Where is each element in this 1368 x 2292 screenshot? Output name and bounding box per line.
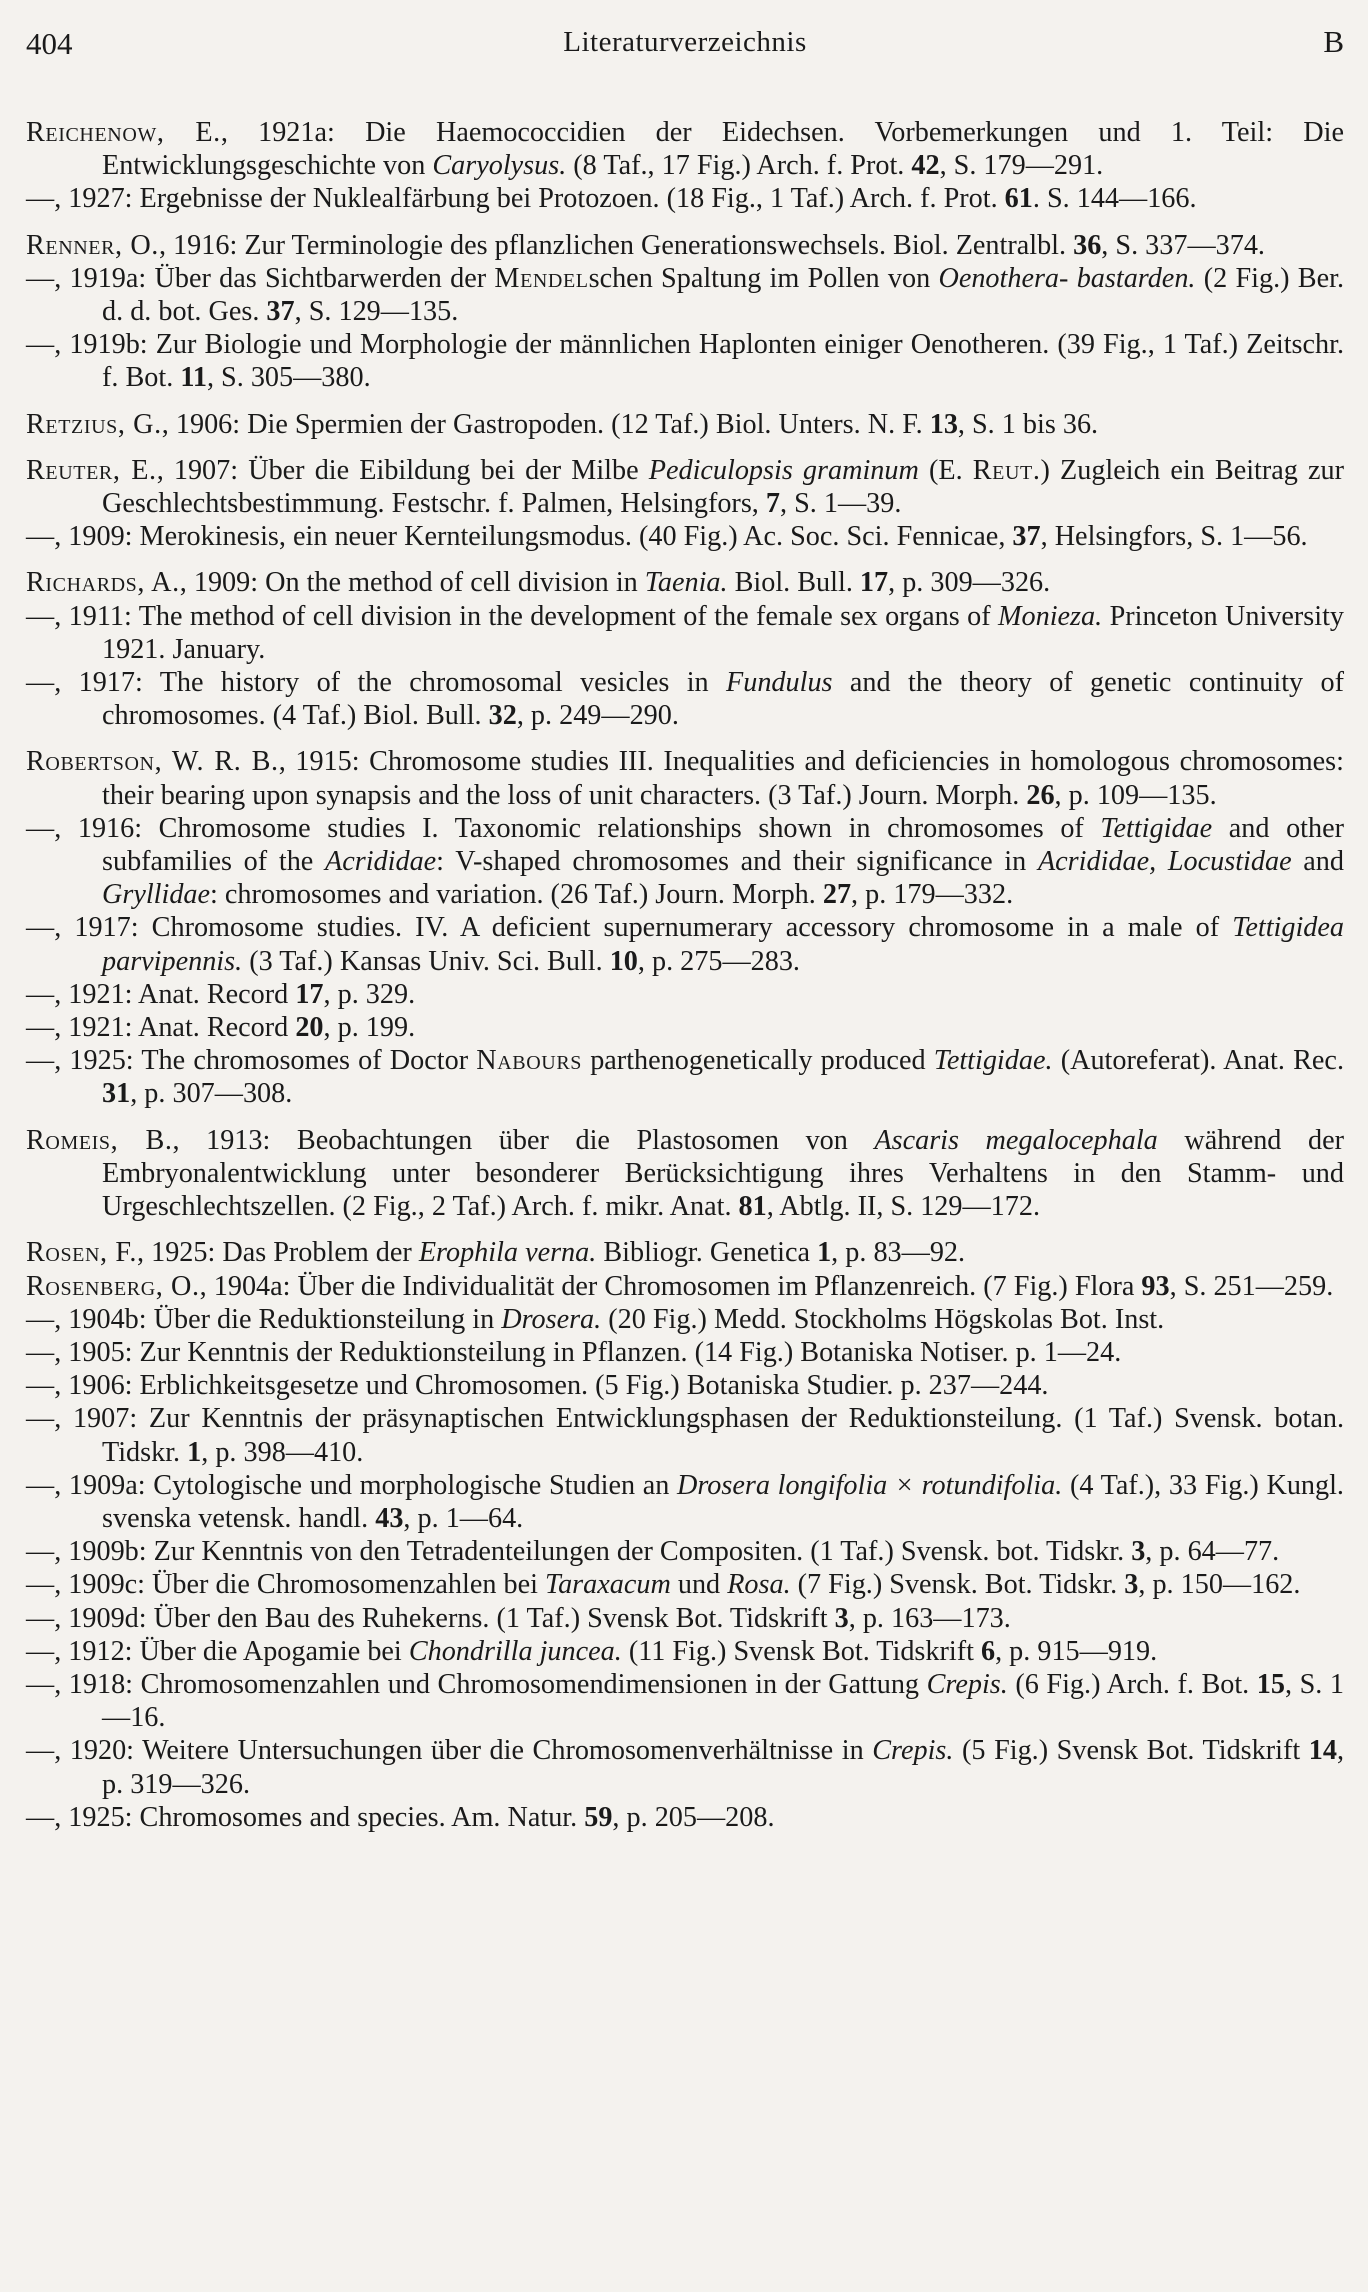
section-letter: B [1323,24,1344,59]
taxon-name: Drosera longifolia × rotundifolia. [677,1469,1063,1501]
volume-number: 59 [584,1801,613,1833]
volume-number: 36 [1073,229,1102,261]
entry-text: , 1913: Beobachtungen über die Plastosomen von [172,1124,875,1156]
volume-number: 93 [1141,1270,1170,1302]
volume-number: 26 [1026,779,1055,811]
entry-text: —, 1904b: Über die Reduktionsteilung in [26,1303,502,1335]
entry-text: Princeton University 1921. January. [102,600,1345,665]
taxon-name: Taenia. [644,567,728,599]
entry-text: , p. 915—919. [995,1635,1158,1667]
bibliography-entry [26,1801,1344,1834]
entry-text: , 1925: Das Problem der [137,1237,419,1269]
author-name: Renner, O. [26,229,159,261]
author-name: Richards, A. [26,567,180,599]
bibliography-entry [26,1236,1344,1269]
bibliography-entry [26,1336,1344,1369]
taxon-name: Crepis. [872,1735,954,1767]
entry-text: Bibliogr. Genetica [596,1237,818,1269]
taxon-name: Caryolysus. [432,150,567,182]
entry-text: , S. 1 bis 36. [957,408,1099,440]
entry-text: —, 1919a: Über das Sichtbarwerden der [26,262,495,294]
bibliography-entry [26,182,1344,215]
entry-text: —, 1909: Merokinesis, ein neuer Kernteilungsmodus. (40 Fig.) Ac. Soc. Sci. Fennicae, [26,521,1013,553]
entry-text: , p. 199. [323,1012,416,1044]
entry-text: —, 1925: Chromosomes and species. Am. Natur. [26,1801,585,1833]
entry-text: —, 1921: Anat. Record [26,978,296,1010]
running-head-title: Literaturverzeichnis [563,26,807,58]
entry-text: —, 1906: Erblichkeitsgesetze und Chromosomen. (5 Fig.) Botaniska Studier. p. 237—244. [26,1370,1049,1402]
volume-number: 3 [834,1602,849,1634]
entry-text: , 1915: Chromosome studies III. Inequalities and deficiencies in homologous chromosomes: their bearing upon synapsis and the loss of unit characters. (3 Taf.) Journ. Morph. [102,746,1344,811]
author-name: Robertson, W. R. B. [26,746,279,778]
taxon-name: Acrididae [325,846,437,878]
entry-text: Biol. Bull. [727,567,860,599]
entry-text: , S. 129—135. [294,296,459,328]
entry-text: ) Zugleich ein Beitrag zur Geschlechtsbestimmung. Festschr. f. Palmen, Helsingfors, [102,454,1345,520]
entry-text: —, 1927: Ergebnisse der Nuklealfärbung bei Protozoen. (18 Fig., 1 Taf.) Arch. f. Prot. [26,183,1005,215]
volume-number: 6 [980,1635,996,1667]
volume-number: 43 [375,1502,404,1534]
bibliography-entry [26,1402,1344,1468]
entry-text: , p. 329. [323,978,416,1010]
volume-number: 14 [1308,1735,1337,1767]
taxon-name: Acrididae, Locustidae [1037,846,1292,878]
entry-text: , p. 319—326. [102,1735,1344,1800]
taxon-name: Fundulus [726,667,833,699]
entry-text: und [670,1569,728,1601]
bibliography-entry [26,1303,1344,1336]
entry-text: , S. 1—16. [102,1668,1344,1734]
volume-number: 37 [266,296,295,328]
taxon-name: Crepis. [926,1668,1008,1700]
entry-text: , p. 83—92. [831,1237,966,1269]
volume-number: 20 [295,1012,324,1044]
bibliography-entry [26,229,1344,262]
bibliography-entry [26,262,1344,328]
bibliography-entry [26,812,1344,912]
entry-text: , 1907: Über die Eibildung bei der Milbe [156,454,649,486]
entry-text: (6 Fig.) Arch. f. Bot. [1007,1668,1257,1700]
bibliography-entry [26,911,1344,977]
bibliography-entry [26,1270,1344,1303]
entry-text: , 1906: Die Spermien der Gastropoden. (12 Taf.) Biol. Unters. N. F. [161,408,930,440]
entry-text: (E. [918,454,973,486]
entry-text: , p. 249—290. [516,700,679,732]
taxon-name: Chondrilla juncea. [408,1635,622,1667]
bibliography-entry [26,328,1344,394]
taxon-name: Taraxacum [545,1569,671,1601]
bibliography-entry [26,1124,1344,1224]
entry-text: and [1291,846,1344,878]
volume-number: 7 [765,488,780,520]
bibliography-entry [26,745,1344,811]
bibliography-entry [26,520,1344,553]
entry-text: and the theory of genetic continuity of chromosomes. (4 Taf.) Biol. Bull. [102,667,1344,732]
bibliography-entry [26,1635,1344,1668]
entry-text: , p. 109—135. [1054,779,1217,811]
entry-text: , Helsingfors, S. 1—56. [1040,521,1308,553]
bibliography-entry [26,566,1344,599]
bibliography-entry [26,600,1344,666]
entry-text: , p. 1—64. [403,1502,524,1534]
bibliography-entry [26,116,1344,182]
taxon-name: Tettigidea parvipennis. [102,912,1344,977]
bibliography-entry [26,1668,1344,1734]
entry-text: and other subfamilies of the [102,812,1344,878]
bibliography-entry [26,1602,1344,1635]
entry-text: : V-shaped chromosomes and their significance in [436,846,1038,878]
author-name: Nabours [476,1045,582,1077]
author-name: Romeis, B. [26,1124,173,1156]
entry-text: (11 Fig.) Svensk Bot. Tidskrift [621,1635,981,1667]
taxon-name: bastarden. [1076,262,1196,294]
author-name: Mendel [494,262,589,294]
entry-text: (2 Fig.) Ber. d. d. bot. Ges. [102,262,1344,328]
volume-number: 15 [1256,1668,1285,1700]
entry-text: , 1904a: Über die Individualität der Chromosomen im Pflanzenreich. (7 Fig.) Flora [199,1270,1142,1302]
entry-text: , S. 305—380. [206,362,371,394]
volume-number: 3 [1131,1536,1146,1568]
entry-text: —, 1911: The method of cell division in the development of the female sex organs of [26,600,999,632]
volume-number: 32 [488,700,517,732]
entry-text: —, 1920: Weitere Untersuchungen über die Chromosomenverhältnisse in [26,1735,873,1767]
entry-text: —, 1918: Chromosomenzahlen und Chromosomendimensionen in der Gattung [26,1668,927,1700]
entry-text: , S. 251—259. [1169,1270,1334,1302]
author-name: Retzius, G. [26,408,162,440]
bibliography-entry [26,408,1344,441]
taxon-name: Tettigidae. [933,1045,1053,1077]
taxon-name: Monieza. [998,600,1103,632]
entry-text: (8 Taf., 17 Fig.) Arch. f. Prot. [566,150,912,182]
author-name: Reichenow, E. [26,117,221,148]
taxon-name: Pediculopsis graminum [648,454,919,486]
entry-text: , 1916: Zur Terminologie des pflanzlichen Generationswechsels. Biol. Zentralbl. [158,229,1074,261]
entry-text [1068,263,1076,294]
page-number: 404 [26,26,73,61]
volume-number: 1 [187,1436,202,1468]
entry-text: , p. 205—208. [612,1801,775,1833]
entry-text: —, 1907: Zur Kenntnis der präsynaptischen Entwicklungsphasen der Reduktionsteilung. (1 Taf.) Svensk. botan. Tidskr. [26,1403,1344,1468]
bibliography-entry [26,978,1344,1011]
entry-text: —, 1909c: Über die Chromosomenzahlen bei [26,1569,545,1601]
entry-text: (5 Fig.) Svensk Bot. Tidskrift [953,1735,1309,1767]
entry-text: —, 1921: Anat. Record [26,1012,296,1044]
volume-number: 31 [102,1078,131,1110]
entry-text: , 1909: On the method of cell division in [179,567,645,599]
bibliography-entry [26,1535,1344,1568]
entry-text: —, 1909d: Über den Bau des Ruhekerns. (1 Taf.) Svensk Bot. Tidskrift [26,1602,835,1634]
entry-text: , p. 275—283. [637,945,800,977]
entry-text: , Abtlg. II, S. 129—172. [766,1191,1041,1223]
entry-text: , p. 179—332. [851,879,1014,911]
entry-text: , p. 309—326. [888,567,1051,599]
volume-number: 11 [180,362,207,394]
author-name: Rosen, F. [26,1237,137,1269]
entry-text: , p. 64—77. [1145,1536,1280,1568]
entry-text: —, 1905: Zur Kenntnis der Reduktionsteilung in Pflanzen. (14 Fig.) Botaniska Notiser. p. 1—24. [26,1336,1122,1368]
entry-text: , p. 163—173. [848,1602,1011,1634]
entry-text: —, 1917: The history of the chromosomal vesicles in [26,667,727,699]
author-name: Reut. [972,454,1041,486]
entry-text: während der Embryonalentwicklung unter besonderer Berücksichtigung ihres Verhaltens in den Stamm- und Urgeschlechtszellen. (2 Fig., 2 Taf.) Arch. f. mikr. Anat. [102,1124,1344,1223]
bibliography-entry [26,666,1344,732]
taxon-name: Gryllidae [102,879,211,911]
entry-text: : chromosomes and variation. (26 Taf.) Journ. Morph. [210,879,823,911]
entry-text: , p. 307—308. [130,1078,293,1110]
entry-text: —, 1916: Chromosome studies I. Taxonomic relationships shown in chromosomes of [26,812,1101,844]
volume-number: 42 [911,150,940,182]
volume-number: 37 [1012,521,1041,553]
taxon-name: Drosera. [501,1303,602,1335]
entry-text: (Autoreferat). Anat. Rec. [1052,1045,1344,1077]
book-page [26,18,1344,2274]
author-name: Rosenberg, O. [26,1270,200,1302]
volume-number: 61 [1004,183,1033,215]
volume-number: 10 [609,945,638,977]
volume-number: 17 [859,567,889,599]
taxon-name: Oenothera- [938,262,1069,294]
taxon-name: Ascaris megalocephala [874,1124,1158,1156]
volume-number: 81 [738,1191,767,1223]
author-name: Reuter, E. [26,454,157,486]
entry-text: (7 Fig.) Svensk. Bot. Tidskr. [790,1569,1125,1601]
entry-text: , S. 1—39. [779,488,902,520]
entry-text: —, 1912: Über die Apogamie bei [26,1635,409,1667]
entry-text: , 1921a: Die Haemococcidien der Eidechsen. Vorbemerkungen und 1. Teil: Die Entwicklungsgeschichte von [102,117,1344,182]
bibliography-list [26,116,1344,1834]
entry-text: parthenogenetically produced [582,1045,934,1077]
entry-text: (3 Taf.) Kansas Univ. Sci. Bull. [242,945,610,977]
entry-text: schen Spaltung im Pollen von [588,262,939,294]
entry-text: —, 1919b: Zur Biologie und Morphologie der männlichen Haplonten einiger Oenotheren. (39 Fig., 1 Taf.) Zeitschr. f. Bot. [26,329,1344,394]
entry-text: —, 1909b: Zur Kenntnis von den Tetradenteilungen der Compositen. (1 Taf.) Svensk. bot. Tidskr. [26,1536,1132,1568]
bibliography-entry [26,1011,1344,1044]
bibliography-entry [26,1734,1344,1800]
entry-text: —, 1917: Chromosome studies. IV. A deficient supernumerary accessory chromosome in a male of [26,912,1233,944]
entry-text: (4 Taf.), 33 Fig.) Kungl. svenska vetensk. handl. [102,1469,1344,1534]
entry-text: , S. 337—374. [1101,229,1265,261]
bibliography-entry [26,1469,1344,1535]
bibliography-entry [26,1044,1344,1110]
entry-text: . S. 144—166. [1032,183,1197,215]
entry-text: , p. 150—162. [1138,1569,1301,1601]
entry-text: , S. 179—291. [939,150,1104,182]
taxon-name: Rosa. [727,1569,791,1601]
volume-number: 1 [817,1237,832,1269]
volume-number: 17 [295,978,324,1010]
volume-number: 3 [1124,1569,1139,1601]
entry-text: —, 1925: The chromosomes of Doctor [26,1045,477,1077]
bibliography-entry [26,454,1344,520]
entry-text: (20 Fig.) Medd. Stockholms Högskolas Bot. Inst. [601,1303,1165,1335]
entry-text: , p. 398—410. [201,1436,364,1468]
entry-text: —, 1909a: Cytologische und morphologische Studien an [26,1469,678,1501]
taxon-name: Erophila verna. [418,1237,597,1269]
running-head [26,18,1344,76]
volume-number: 13 [929,408,958,440]
bibliography-entry [26,1568,1344,1601]
volume-number: 27 [822,879,852,911]
bibliography-entry [26,1369,1344,1402]
taxon-name: Tettigidae [1100,812,1213,844]
